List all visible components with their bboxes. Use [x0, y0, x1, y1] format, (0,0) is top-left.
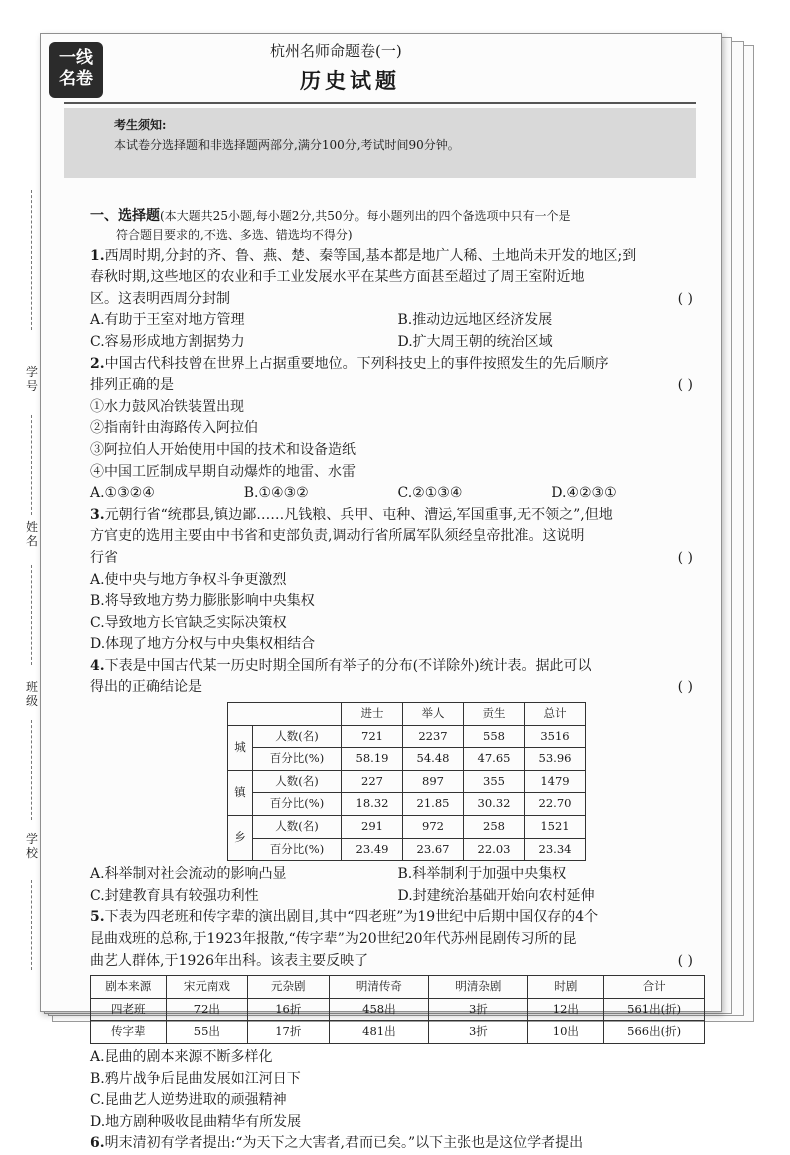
- table-header: 举人: [403, 703, 464, 726]
- table-row: 乡 人数(名) 291 972 258 1521: [228, 816, 586, 839]
- series-badge: [49, 42, 103, 98]
- table-row: 四老班 72出 16折 458出 3折 12出 561出(折): [91, 998, 705, 1021]
- q2-item-1: ①水力鼓风冶铁装置出现: [90, 398, 244, 415]
- q5-table: [90, 975, 705, 1044]
- question-content: [90, 206, 705, 1155]
- table-header: 总计: [525, 703, 586, 726]
- answer-paren: ( ): [677, 377, 693, 394]
- group-label: 乡: [228, 816, 253, 861]
- section-heading: [90, 206, 705, 228]
- q4-table: [227, 702, 586, 861]
- q4-line1: 4.下表是中国古代某一历史时期全国所有举子的分布(不详除外)统计表。据此可以: [90, 657, 592, 674]
- table-header: 宋元南戏: [166, 976, 247, 999]
- q2-item-2: ②指南针由海路传入阿拉伯: [90, 420, 258, 437]
- q1-option-d[interactable]: D.扩大周王朝的统治区域: [397, 333, 553, 350]
- q3-line1: 3.元朝行省“统郡县,镇边鄙……凡钱粮、兵甲、屯种、漕运,军国重事,无不领之”,但地: [90, 506, 613, 523]
- q1-option-b[interactable]: B.推动边远地区经济发展: [397, 312, 553, 329]
- answer-paren: ( ): [677, 290, 693, 307]
- badge-line-2: 名卷: [59, 69, 93, 89]
- q4-option-a[interactable]: A.科举制对社会流动的影响凸显: [90, 866, 287, 883]
- table-row: 百分比(%) 58.19 54.48 47.65 53.96: [228, 748, 586, 771]
- table-header: 明清杂剧: [429, 976, 528, 999]
- notice-heading: 考生须知:: [114, 118, 167, 132]
- table-row: 百分比(%) 23.49 23.67 22.03 23.34: [228, 838, 586, 861]
- q1-options-row2: [90, 332, 705, 354]
- table-header: 合计: [604, 976, 705, 999]
- q3-line3: 行省 ( ): [90, 548, 705, 570]
- q2-option-d[interactable]: D.④②③①: [551, 485, 617, 502]
- answer-paren: ( ): [677, 679, 693, 696]
- table-row: 百分比(%) 18.32 21.85 30.32 22.70: [228, 793, 586, 816]
- q3-option-d[interactable]: D.体现了地方分权与中央集权相结合: [90, 636, 316, 653]
- page-title: 历史试题: [300, 68, 400, 93]
- badge-line-1: 一线: [59, 48, 93, 68]
- table-row: 镇 人数(名) 227 897 355 1479: [228, 770, 586, 793]
- table-row: 传字辈 55出 17折 481出 3折 10出 566出(折): [91, 1021, 705, 1044]
- answer-paren: ( ): [677, 952, 693, 969]
- q4-option-c[interactable]: C.封建教育具有较强功利性: [90, 887, 259, 904]
- q5-option-a[interactable]: A.昆曲的剧本来源不断多样化: [90, 1048, 273, 1065]
- q6-line1: 6.明末清初有学者提出:“为天下之大害者,君而已矣。”以下主张也是这位学者提出: [90, 1135, 584, 1152]
- answer-paren: ( ): [677, 549, 693, 566]
- q1-option-a[interactable]: A.有助于王室对地方管理: [90, 312, 245, 329]
- q1-line1: 1.西周时期,分封的齐、鲁、燕、楚、秦等国,基本都是地广人稀、土地尚未开发的地区;到: [90, 247, 637, 264]
- q4-options-row1: [90, 864, 705, 886]
- q4-option-d[interactable]: D.封建统治基础开始向农村延伸: [397, 887, 595, 904]
- table-row: 城 人数(名) 721 2237 558 3516: [228, 725, 586, 748]
- series-title: 杭州名师命题卷(一): [270, 42, 402, 60]
- table-header: 进士: [342, 703, 403, 726]
- table-header-row: [228, 703, 586, 726]
- header-rule: [64, 102, 696, 104]
- section-desc-2: 符合题目要求的,不选、多选、错选均不得分): [116, 227, 353, 242]
- q3-option-a[interactable]: A.使中央与地方争权斗争更激烈: [90, 571, 287, 588]
- notice-body: 本试卷分选择题和非选择题两部分,满分100分,考试时间90分钟。: [114, 138, 460, 152]
- label-school: 学校: [25, 832, 38, 860]
- table-header: 元杂剧: [248, 976, 329, 999]
- label-class: 班级: [25, 680, 38, 708]
- table-header-row: [91, 976, 705, 999]
- q5-line1: 5.下表为四老班和传字辈的演出剧目,其中“四老班”为19世纪中后期中国仅存的4个: [90, 909, 599, 926]
- q5-line3: 曲艺人群体,于1926年出科。该表主要反映了 ( ): [90, 951, 705, 973]
- group-label: 镇: [228, 770, 253, 815]
- q4-option-b[interactable]: B.科举制利于加强中央集权: [397, 866, 567, 883]
- table-header: 明清传奇: [329, 976, 429, 999]
- q1-options-row1: [90, 310, 705, 332]
- q4-options-row2: [90, 886, 705, 908]
- table-header: 时剧: [528, 976, 604, 999]
- q4-line2: 得出的正确结论是 ( ): [90, 677, 705, 699]
- binding-margin: [0, 190, 60, 970]
- q3-line2: 方官吏的选用主要由中书省和吏部负责,调动行省所属军队须经皇帝批准。这说明: [90, 528, 585, 545]
- table-header: 贡生: [464, 703, 525, 726]
- q2-options: [90, 483, 705, 505]
- section-desc-1: (本大题共25小题,每小题2分,共50分。每小题列出的四个备选项中只有一个是: [160, 209, 571, 223]
- q5-line2: 昆曲戏班的总称,于1923年报散,“传字辈”为20世纪20年代苏州昆剧传习所的昆: [90, 931, 577, 947]
- q5-option-b[interactable]: B.鸦片战争后昆曲发展如江河日下: [90, 1070, 301, 1087]
- label-name: 姓名: [25, 520, 38, 548]
- q2-line2: 排列正确的是 ( ): [90, 375, 705, 397]
- q2-item-4: ④中国工匠制成早期自动爆炸的地雷、水雷: [90, 463, 356, 480]
- q2-item-3: ③阿拉伯人开始使用中国的技术和设备造纸: [90, 441, 356, 458]
- table-header: 剧本来源: [91, 976, 167, 999]
- label-student-id: 学号: [25, 365, 38, 393]
- q3-option-c[interactable]: C.导致地方长官缺乏实际决策权: [90, 614, 287, 631]
- q5-option-c[interactable]: C.昆曲艺人逆势进取的顽强精神: [90, 1092, 287, 1109]
- q3-option-b[interactable]: B.将导致地方势力膨胀影响中央集权: [90, 593, 315, 610]
- q2-option-a[interactable]: A.①③②④: [90, 485, 155, 502]
- q2-option-b[interactable]: B.①④③②: [243, 485, 309, 502]
- section-title: 一、选择题: [90, 208, 160, 224]
- group-label: 城: [228, 725, 253, 770]
- notice-box: [64, 108, 696, 178]
- q2-line1: 2.中国古代科技曾在世界上占据重要地位。下列科技史上的事件按照发生的先后顺序: [90, 355, 609, 372]
- q1-line2: 春秋时期,这些地区的农业和手工业发展水平在某些方面甚至超过了周王室附近地: [90, 269, 585, 286]
- q1-option-c[interactable]: C.容易形成地方割据势力: [90, 333, 245, 350]
- q5-option-d[interactable]: D.地方剧种吸收昆曲精华有所发展: [90, 1113, 302, 1130]
- q1-line3: 区。这表明西周分封制 ( ): [90, 289, 705, 311]
- q2-option-c[interactable]: C.②①③④: [397, 485, 463, 502]
